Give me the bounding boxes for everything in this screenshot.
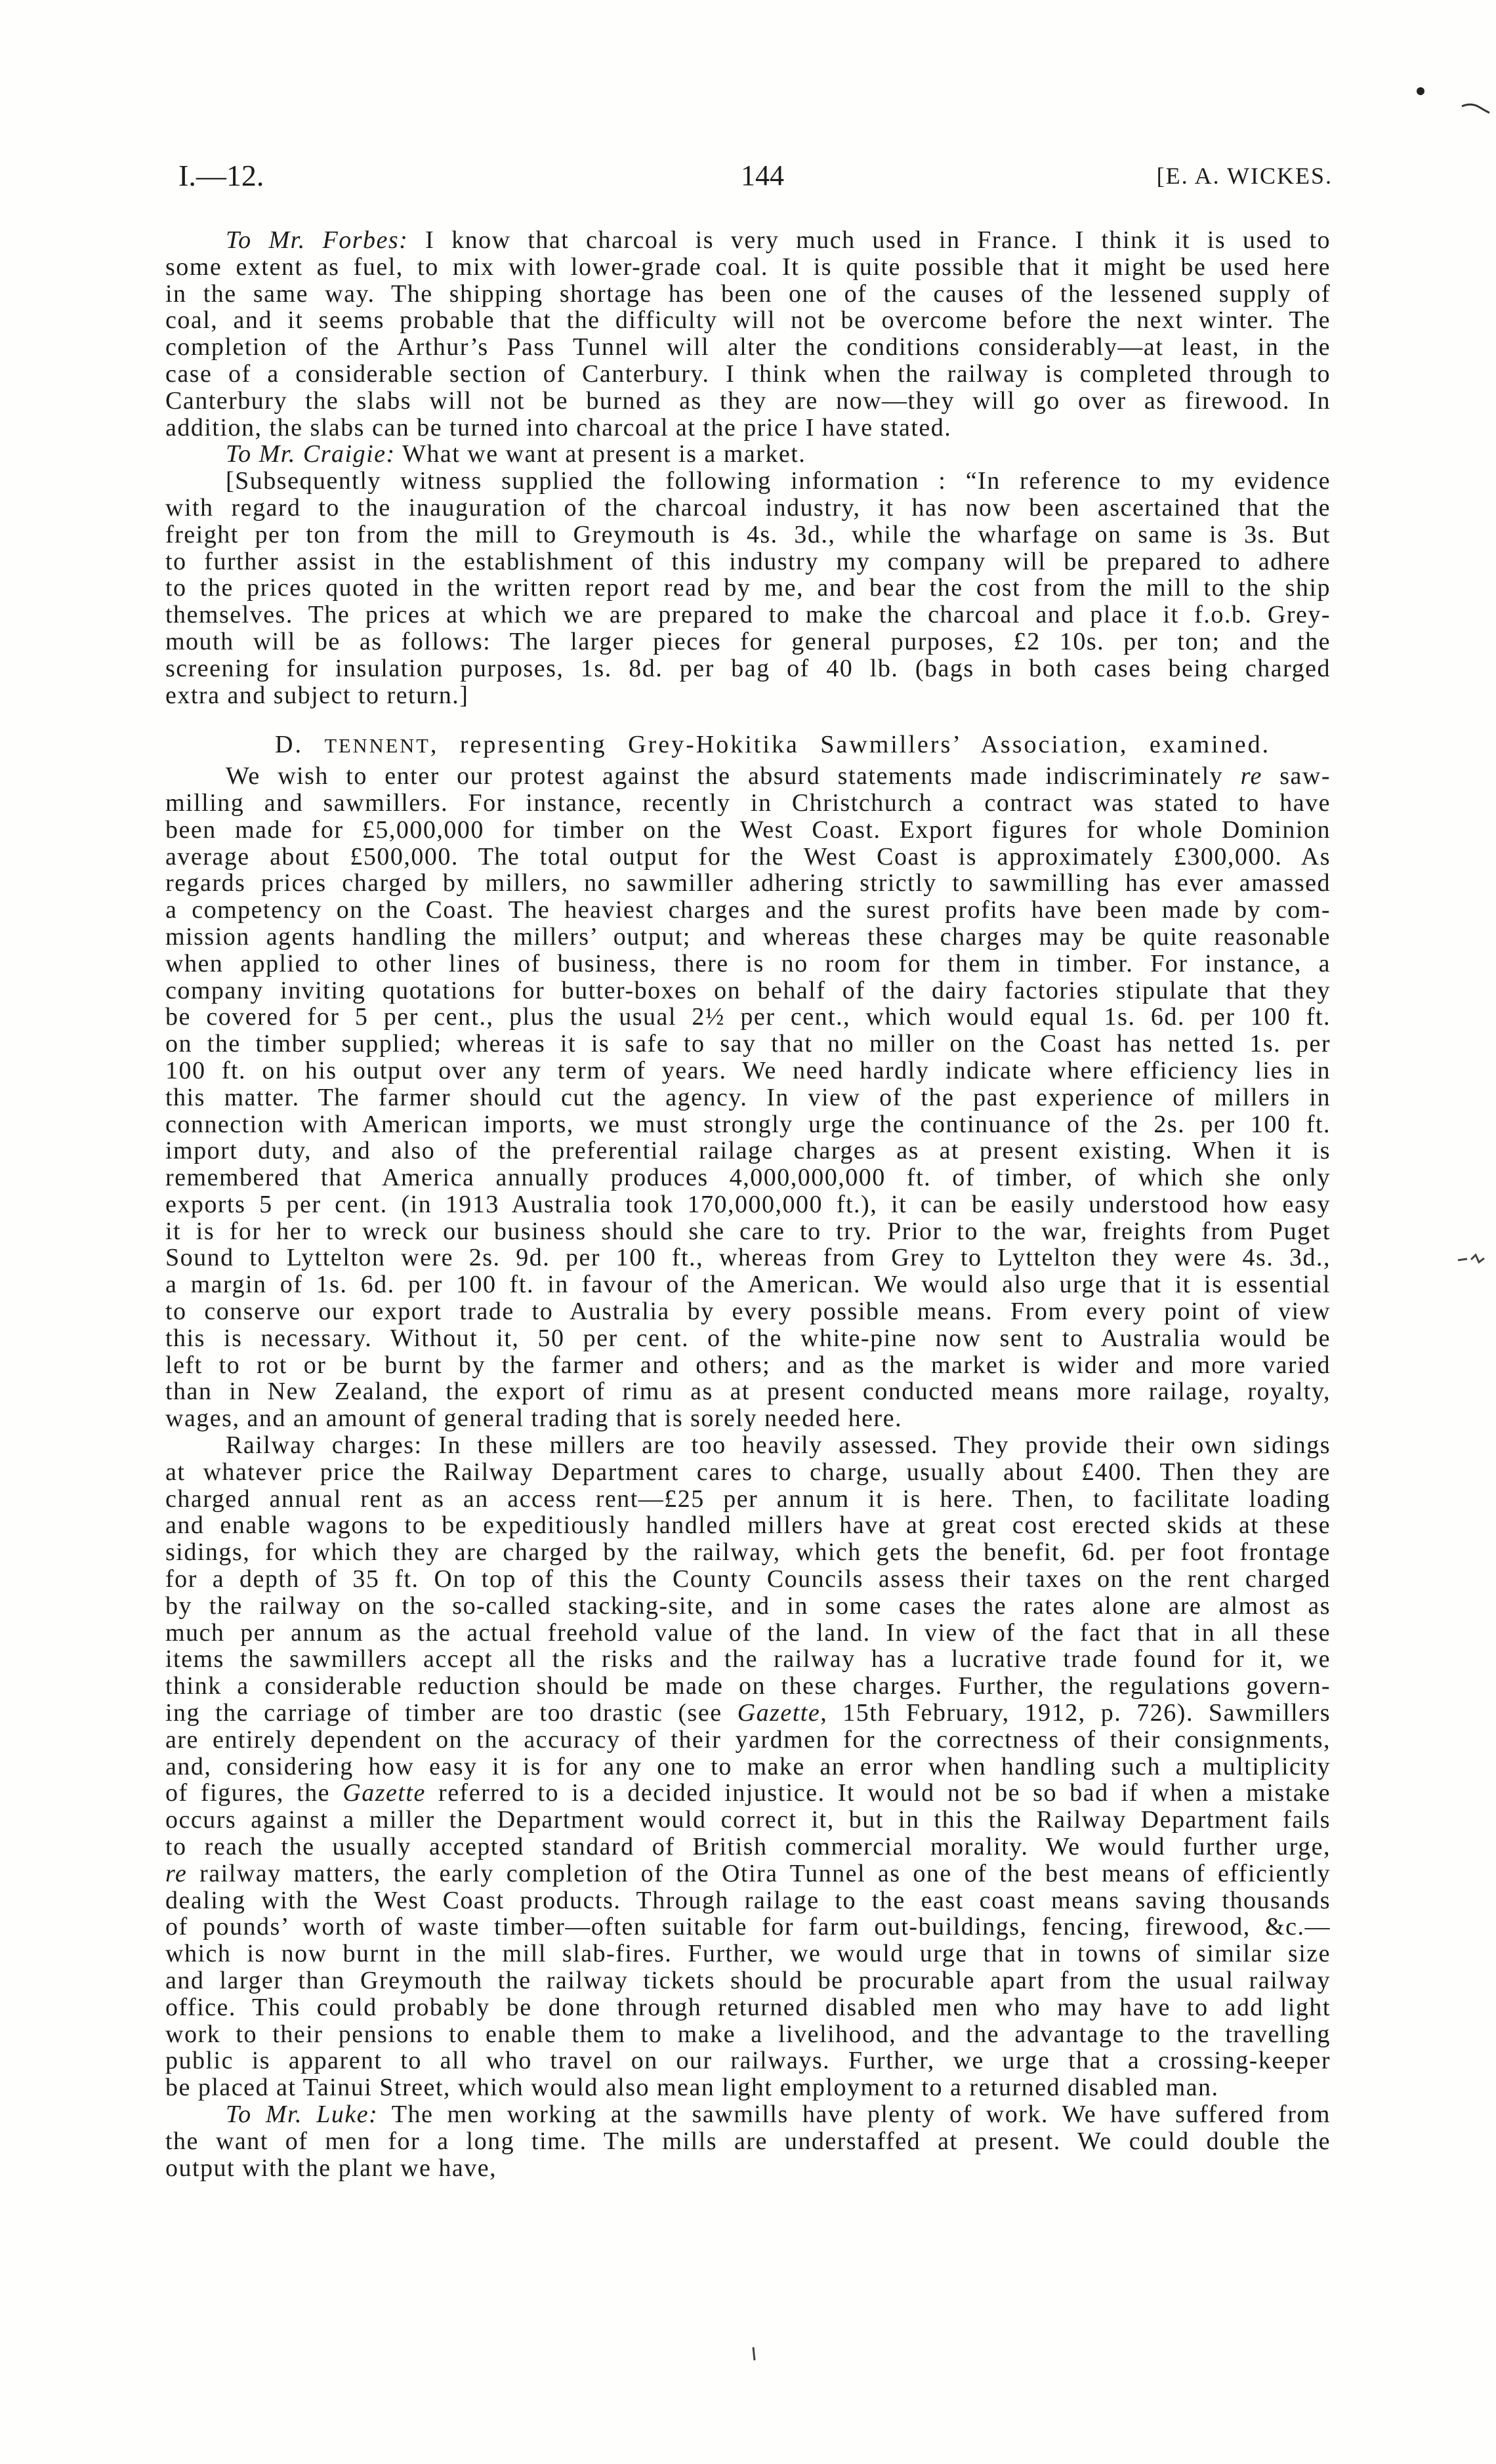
text-line: charged annual rent as an access rent—£25 per annum it is here. Then, to facilitate loading <box>165 1485 1331 1513</box>
text-line: left to rot or be burnt by the farmer and others; and as the market is wider and more varied <box>165 1351 1331 1379</box>
text-line: with regard to the inauguration of the charcoal industry, it has now been ascertained that the <box>165 493 1331 522</box>
text-run: D. <box>275 731 325 759</box>
paragraph <box>165 441 1331 468</box>
italic-text: To Mr. Luke: <box>226 2100 379 2128</box>
text-line: items the sawmillers accept all the risks and the railway has a lucrative trade found for it, we <box>165 1645 1331 1673</box>
text-line: a competency on the Coast. The heaviest charges and the surest profits have been made by com- <box>165 896 1331 924</box>
text-line: public is apparent to all who travel on our railways. Further, we urge that a crossing-keeper <box>165 2047 1331 2075</box>
text-line: much per annum as the actual freehold value of the land. In view of the fact that in all these <box>165 1618 1331 1647</box>
text-line: Canterbury the slabs will not be burned as they are now—they will go over as firewood. In <box>165 386 1331 415</box>
text-line: to reach the usually accepted standard of British commercial morality. We would further urge, <box>165 1833 1331 1861</box>
previous-witness-evidence <box>165 227 1331 708</box>
text-line: and larger than Greymouth the railway tickets should be procurable apart from the usual railway <box>165 1967 1331 1994</box>
text-line: extra and subject to return.] <box>165 681 469 709</box>
text-line: the want of men for a long time. The mills are understaffed at present. We could double the <box>165 2127 1331 2155</box>
witness-evidence <box>165 763 1331 2181</box>
text-run: , representing Grey-Hokitika Sawmillers’ Association, examined. <box>430 731 1271 759</box>
text-line: some extent as fuel, to mix with lower-grade coal. It is quite possible that it might be used here <box>165 253 1331 281</box>
text-run: We wish to enter our protest against the absurd statements made indiscriminately <box>226 762 1241 791</box>
witness-heading <box>165 731 1331 758</box>
scan-mark <box>1417 87 1424 95</box>
text-line <box>165 1860 1331 1887</box>
text-line: to the prices quoted in the written report read by me, and bear the cost from the mill to the ship <box>165 574 1331 602</box>
text-line: this matter. The farmer should cut the agency. In view of the past experience of millers in <box>165 1083 1331 1111</box>
scan-mark <box>1458 1255 1484 1262</box>
text-line: at whatever price the Railway Department cares to charge, usually about £400. Then they are <box>165 1458 1331 1486</box>
italic-text: Gazette <box>737 1699 821 1727</box>
text-line: for a depth of 35 ft. On top of this the County Councils assess their taxes on the rent charged <box>165 1565 1331 1593</box>
text-line: which is now burnt in the mill slab-fires. Further, we would urge that in towns of similar size <box>165 1940 1331 1968</box>
text-line: coal, and it seems probable that the difficulty will not be overcome before the next winter. The <box>165 306 1331 335</box>
text-line: mission agents handling the millers’ output; and whereas these charges may be quite reasonable <box>165 922 1331 951</box>
text-line: sidings, for which they are charged by the railway, which gets the benefit, 6d. per foot frontage <box>165 1538 1331 1567</box>
running-head-witness: [E. A. WICKES. <box>1156 163 1333 189</box>
text-line: a margin of 1s. 6d. per 100 ft. in favour of the American. We would also urge that it is essential <box>165 1271 1331 1299</box>
text-line: this is necessary. Without it, 50 per cent. of the white-pine now sent to Australia would be <box>165 1324 1331 1352</box>
text-line: completion of the Arthur’s Pass Tunnel will alter the conditions considerably—at least, in the <box>165 333 1331 361</box>
paragraph <box>165 1432 1331 2101</box>
text-line: remembered that America annually produces 4,000,000,000 ft. of timber, of which she only <box>165 1164 1331 1192</box>
text-line: in the same way. The shipping shortage has been one of the causes of the lessened supply of <box>165 279 1331 308</box>
text-line: output with the plant we have, <box>165 2154 497 2182</box>
text-run: The men working at the sawmills have plenty of work. We have suffered from <box>378 2100 1331 2128</box>
text-line: case of a considerable section of Canterbury. I think when the railway is completed through to <box>165 359 1331 388</box>
text-line: be covered for 5 per cent., plus the usual 2½ per cent., which would equal 1s. 6d. per 100 ft. <box>165 1003 1331 1031</box>
text-line: company inviting quotations for butter-boxes on behalf of the dairy factories stipulate that they <box>165 976 1331 1004</box>
text-line: work to their pensions to enable them to make a livelihood, and the advantage to the travelling <box>165 2020 1331 2048</box>
text-run: ing the carriage of timber are too drastic (see <box>165 1699 738 1727</box>
text-line: milling and sawmillers. For instance, recently in Christchurch a contract was stated to have <box>165 789 1331 817</box>
text-line: to further assist in the establishment of this industry my company will be prepared to adhere <box>165 547 1331 575</box>
text-line: wages, and an amount of general trading that is sorely needed here. <box>165 1405 902 1433</box>
small-caps-name: TENNENT <box>324 735 430 758</box>
text-run: What we want at present is a market. <box>395 440 806 468</box>
text-line: connection with American imports, we must strongly urge the continuance of the 2s. per 100 ft. <box>165 1110 1331 1138</box>
text-line: and enable wagons to be expeditiously handled millers have at great cost erected skids at these <box>165 1511 1331 1540</box>
text-line: when applied to other lines of business, there is no room for them in timber. For instance, a <box>165 949 1331 977</box>
text-run: I know that charcoal is very much used in France. I think it is used to <box>408 226 1331 254</box>
document-reference: I.—12. <box>178 159 264 192</box>
text-line: by the railway on the so-called stacking-site, and in some cases the rates alone are almost as <box>165 1591 1331 1620</box>
text-line: and, considering how easy it is for any one to make an error when handling such a multiplicity <box>165 1752 1331 1780</box>
italic-text: re <box>165 1859 188 1887</box>
scan-mark <box>753 2347 755 2360</box>
paragraph <box>165 468 1331 708</box>
text-run: of figures, the <box>165 1779 343 1807</box>
text-line <box>165 2101 1331 2128</box>
text-line <box>165 441 1331 468</box>
text-line: average about £500,000. The total output for the West Coast is approximately £300,000. As <box>165 842 1331 871</box>
text-line: it is for her to wreck our business should she care to try. Prior to the war, freights from Puget <box>165 1217 1331 1245</box>
text-line: office. This could probably be done through returned disabled men who may have to add light <box>165 1993 1331 2021</box>
text-line <box>165 1780 1331 1807</box>
text-line: [Subsequently witness supplied the following information : “In reference to my evidence <box>226 467 1331 495</box>
text-run: railway matters, the early completion of the Otira Tunnel as one of the best means of efficiently <box>187 1859 1331 1887</box>
text-line <box>165 763 1331 790</box>
text-line: Railway charges: In these millers are too heavily assessed. They provide their own sidings <box>226 1431 1331 1460</box>
italic-text: To Mr. Craigie: <box>226 440 396 468</box>
text-line: on the timber supplied; whereas it is safe to say that no miller on the Coast has netted 1s. per <box>165 1030 1331 1058</box>
text-line: be placed at Tainui Street, which would also mean light employment to a returned disabled man. <box>165 2074 1219 2102</box>
italic-text: re <box>1240 762 1262 791</box>
text-run: referred to is a decided injustice. It would not be so bad if when a mistake <box>425 1779 1331 1807</box>
text-line: of pounds’ worth of waste timber—often suitable for farm out-buildings, fencing, firewood, &c.— <box>165 1913 1331 1941</box>
italic-text: To Mr. Forbes: <box>226 226 409 254</box>
text-line: screening for insulation purposes, 1s. 8d. per bag of 40 lb. (bags in both cases being charged <box>165 654 1331 682</box>
text-line: than in New Zealand, the export of rimu as at present conducted means more railage, royalty, <box>165 1378 1331 1406</box>
text-line: 100 ft. on his output over any term of years. We need hardly indicate where efficiency lies in <box>165 1056 1331 1084</box>
text-line <box>165 1700 1331 1727</box>
text-line: Sound to Lyttelton were 2s. 9d. per 100 ft., whereas from Grey to Lyttelton they were 4s. 3d., <box>165 1244 1331 1272</box>
text-line: been made for £5,000,000 for timber on the West Coast. Export figures for whole Dominion <box>165 815 1331 844</box>
page-number: 144 <box>741 159 784 192</box>
paragraph <box>165 763 1331 1432</box>
scan-mark <box>1462 104 1489 113</box>
text-line: regards prices charged by millers, no sawmiller adhering strictly to sawmilling has ever amassed <box>165 869 1331 897</box>
paragraph <box>165 227 1331 441</box>
text-line: themselves. The prices at which we are prepared to make the charcoal and place it f.o.b. Grey- <box>165 601 1331 629</box>
italic-text: Gazette <box>343 1779 426 1807</box>
text-line: think a considerable reduction should be made on these charges. Further, the regulations govern- <box>165 1672 1331 1700</box>
text-line: exports 5 per cent. (in 1913 Australia took 170,000,000 ft.), it can be easily understood how easy <box>165 1190 1331 1218</box>
text-run: saw- <box>1262 762 1331 791</box>
text-line <box>165 227 1331 254</box>
document-body <box>165 227 1331 2181</box>
text-line: addition, the slabs can be turned into charcoal at the price I have stated. <box>165 413 952 441</box>
text-line: mouth will be as follows: The larger pieces for general purposes, £2 10s. per ton; and the <box>165 627 1331 655</box>
text-line: freight per ton from the mill to Greymouth is 4s. 3d., while the wharfage on same is 3s. But <box>165 520 1331 548</box>
text-line: are entirely dependent on the accuracy of their yardmen for the correctness of their consignments, <box>165 1725 1331 1754</box>
text-line: dealing with the West Coast products. Through railage to the east coast means saving thousands <box>165 1886 1331 1914</box>
text-line: to conserve our export trade to Australia by every possible means. From every point of view <box>165 1298 1331 1326</box>
paragraph <box>165 2101 1331 2181</box>
text-line: import duty, and also of the preferential railage charges as at present existing. When it is <box>165 1137 1331 1165</box>
text-line: occurs against a miller the Department would correct it, but in this the Railway Department fails <box>165 1806 1331 1834</box>
text-run: , 15th February, 1912, p. 726). Sawmillers <box>820 1699 1331 1727</box>
